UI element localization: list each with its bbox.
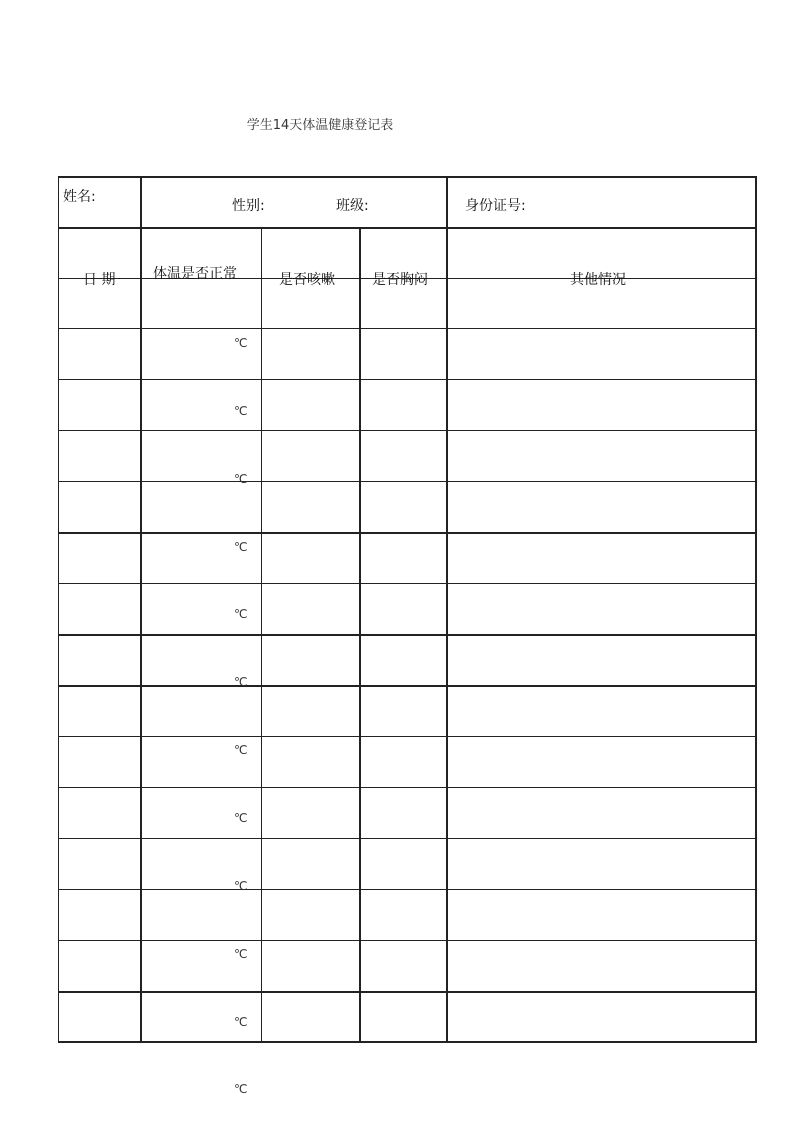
date-column-header: 日 期	[83, 272, 116, 288]
row-line	[58, 328, 757, 329]
row-line	[58, 379, 757, 380]
chest-tightness-column-header: 是否胸闷	[372, 272, 428, 288]
id-number-label: 身份证号:	[465, 198, 526, 214]
temperature-unit: ℃	[234, 879, 248, 893]
temperature-unit: ℃	[234, 811, 248, 825]
temperature-unit: ℃	[234, 404, 248, 418]
row-line	[58, 991, 757, 993]
page-title: 学生14天体温健康登记表	[246, 118, 394, 133]
row-line	[58, 889, 757, 890]
temperature-unit: ℃	[234, 607, 248, 621]
row-line	[58, 940, 757, 941]
column-divider-temp	[261, 227, 262, 1043]
temperature-unit: ℃	[234, 675, 248, 689]
info-row-divider	[58, 227, 757, 229]
temperature-unit: ℃	[234, 472, 248, 486]
row-line	[58, 787, 757, 788]
column-divider-date	[140, 176, 142, 1043]
temperature-unit: ℃	[234, 1082, 248, 1096]
other-conditions-column-header: 其他情况	[570, 272, 626, 288]
row-line	[58, 481, 757, 482]
class-label: 班级:	[336, 198, 369, 214]
table-border-bottom	[58, 1041, 757, 1043]
cough-column-header: 是否咳嗽	[279, 272, 335, 288]
gender-label: 性别:	[232, 198, 265, 214]
temperature-unit: ℃	[234, 540, 248, 554]
name-label: 姓名:	[63, 189, 96, 205]
table-border-left	[58, 176, 59, 1043]
temperature-unit: ℃	[234, 336, 248, 350]
temperature-unit: ℃	[234, 1015, 248, 1029]
table-border-right	[755, 176, 757, 1043]
row-line	[58, 430, 757, 431]
column-divider-chest	[446, 176, 448, 1043]
row-line	[58, 634, 757, 636]
column-divider-cough	[359, 227, 361, 1043]
temperature-unit: ℃	[234, 947, 248, 961]
row-line	[58, 685, 757, 687]
row-line	[58, 532, 757, 534]
row-line	[58, 736, 757, 737]
row-line	[58, 838, 757, 839]
temperature-unit: ℃	[234, 743, 248, 757]
temperature-column-header: 体温是否正常	[153, 266, 237, 282]
table-border-top	[58, 176, 757, 178]
row-line	[58, 583, 757, 584]
